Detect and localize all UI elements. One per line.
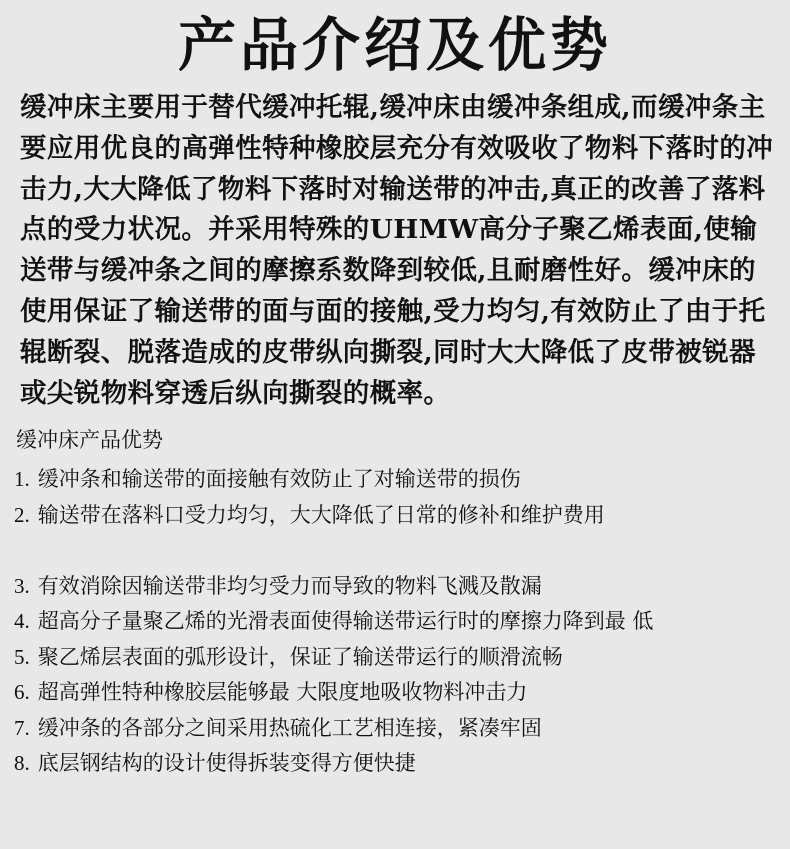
list-item	[14, 604, 784, 640]
list-item-text: 聚乙烯层表面的弧形设计，保证了输送带运行的顺滑流畅	[37, 644, 563, 669]
list-item-text: 缓冲条的各部分之间采用热硫化工艺相连接，紧凑牢固	[37, 715, 542, 740]
list-item-number: 2.	[14, 502, 30, 527]
list-item-text: 输送带在落料口受力均匀，大大降低了日常的修补和维护费用	[37, 502, 605, 527]
advantages-heading: 缓冲床产品优势	[16, 428, 163, 452]
list-item	[14, 640, 784, 676]
list-item-number: 3.	[14, 573, 30, 598]
list-item-text: 缓冲条和输送带的面接触有效防止了对输送带的损伤	[37, 467, 521, 491]
list-item-number: 4.	[14, 609, 30, 633]
list-item-text: 超高分子量聚乙烯的光滑表面使得输送带运行时的摩擦力降到最 低	[37, 609, 654, 633]
list-spacer	[14, 533, 784, 569]
list-item-text: 底层钢结构的设计使得拆装变得方便快捷	[37, 751, 416, 775]
list-item-number: 1.	[14, 467, 30, 491]
page-title: 产品介绍及优势	[177, 11, 612, 79]
list-item	[14, 711, 784, 747]
list-item	[14, 498, 784, 534]
list-item	[14, 675, 784, 711]
list-item-number: 7.	[14, 715, 30, 740]
list-item-number: 5.	[14, 644, 30, 669]
list-item-text: 超高弹性特种橡胶层能够最 大限度地吸收物料冲击力	[37, 680, 528, 704]
list-item-number: 8.	[14, 751, 30, 775]
list-item	[14, 746, 784, 782]
list-item	[14, 462, 784, 498]
list-item	[14, 569, 784, 605]
list-item-number: 6.	[14, 680, 30, 704]
advantages-list	[14, 462, 784, 782]
list-item-text: 有效消除因输送带非均匀受力而导致的物料飞溅及散漏	[37, 573, 542, 598]
intro-paragraph: 缓冲床主要用于替代缓冲托辊,缓冲床由缓冲条组成,而缓冲条主要应用优良的高弹性特种橡胶层充分有效吸收了物料下落时的冲击力,大大降低了物料下落时对输送带的冲击,真正的改善了落料点的受力状况。并采用特殊的UHMW高分子聚乙烯表面,使输送带与缓冲条之间的摩擦系数降到较低,且耐磨性好。缓冲床的使用保证了输送带的面与面的接触,受力均匀,有效防止了由于托辊断裂、脱落造成的皮带纵向撕裂,同时大大降低了皮带被锐器或尖锐物料穿透后纵向撕裂的概率。	[20, 92, 774, 409]
